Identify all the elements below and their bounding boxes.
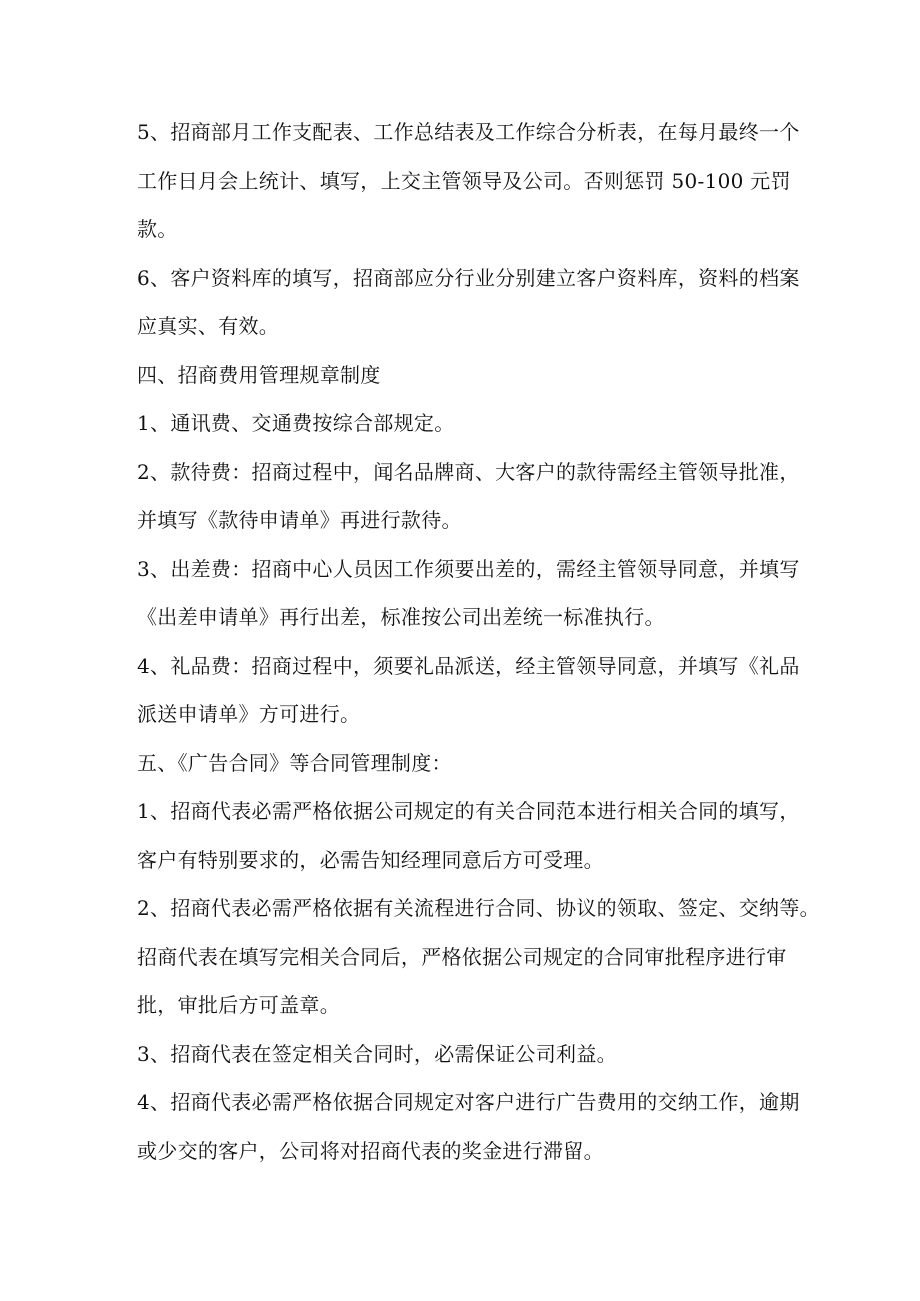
- text-line: 或少交的客户，公司将对招商代表的奖金进行滞留。: [137, 1139, 604, 1163]
- text-line: 2、招商代表必需严格依据有关流程进行合同、协议的领取、签定、交纳等。: [137, 896, 820, 920]
- text-line: 4、礼品费：招商过程中，须要礼品派送，经主管领导同意，并填写《礼品: [137, 654, 800, 678]
- text-line: 5、招商部月工作支配表、工作总结表及工作综合分析表，在每月最终一个: [137, 120, 800, 144]
- text-line: 6、客户资料库的填写，招商部应分行业分别建立客户资料库，资料的档案: [137, 266, 800, 290]
- text-line: 批，审批后方可盖章。: [137, 993, 340, 1017]
- section-heading: 五、《广告合同》等合同管理制度：: [137, 751, 452, 775]
- text-line: 1、招商代表必需严格依据公司规定的有关合同范本进行相关合同的填写，: [137, 799, 800, 823]
- text-line: 3、招商代表在签定相关合同时，必需保证公司利益。: [137, 1042, 617, 1066]
- section-heading: 四、招商费用管理规章制度: [137, 363, 381, 387]
- text-line: 派送申请单》方可进行。: [137, 702, 361, 726]
- text-line: 1、通讯费、交通费按综合部规定。: [137, 411, 455, 435]
- text-line: 2、款待费：招商过程中，闻名品牌商、大客户的款待需经主管领导批准，: [137, 460, 800, 484]
- text-line: 款。: [137, 217, 178, 241]
- text-line: 应真实、有效。: [137, 314, 280, 338]
- text-line: 3、出差费：招商中心人员因工作须要出差的，需经主管领导同意，并填写: [137, 557, 800, 581]
- text-line: 4、招商代表必需严格依据合同规定对客户进行广告费用的交纳工作，逾期: [137, 1090, 800, 1114]
- text-line: 工作日月会上统计、填写，上交主管领导及公司。否则惩罚 50-100 元罚: [137, 169, 791, 193]
- text-line: 《出差申请单》再行出差，标准按公司出差统一标准执行。: [137, 605, 665, 629]
- text-line: 客户有特别要求的，必需告知经理同意后方可受理。: [137, 848, 604, 872]
- text-line: 并填写《款待申请单》再进行款待。: [137, 508, 462, 532]
- text-line: 招商代表在填写完相关合同后，严格依据公司规定的合同审批程序进行审: [137, 945, 787, 969]
